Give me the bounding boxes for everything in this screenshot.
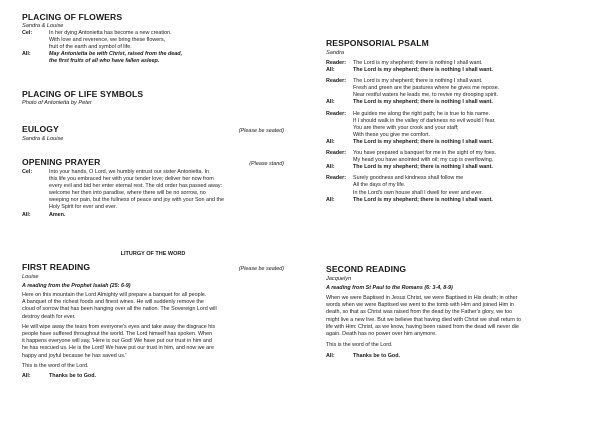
symbols-title: PLACING OF LIFE SYMBOLS [22, 89, 144, 99]
first-reading-para-2 [22, 324, 284, 360]
speaker-label: All: [22, 211, 31, 218]
text-line: A banquet of the richest foods and finest wines. He will suddenly remove the [22, 299, 204, 306]
psalm-stanza [326, 60, 588, 74]
speaker-label: Cel: [22, 30, 33, 36]
text-line: this life you embraced her with your tender love; deliver her now from [49, 176, 214, 183]
psalm-response: The Lord is my shepherd; there is nothing I shall want. [353, 67, 493, 74]
speaker-label: All: [22, 373, 31, 380]
psalm-by: Sandra [326, 50, 345, 56]
eulogy [22, 124, 284, 142]
text-line: Holy Spirit for ever and ever. [49, 204, 118, 211]
symbols-by: Photo of Antonietta by Peter [22, 100, 92, 106]
speaker-label: All: [326, 138, 335, 145]
text-line: Into your hands, O Lord, we humbly entrust our sister Antonietta. In [49, 169, 210, 175]
second-reading [326, 264, 588, 361]
prayer-title: OPENING PRAYER [22, 157, 101, 167]
flowers-by: Sandra & Louise [22, 23, 64, 29]
text-line: welcome her then into paradise, where there will be no sorrow, no [49, 190, 206, 197]
psalm-response: The Lord is my shepherd; there is nothing I shall want. [353, 164, 493, 171]
text-line: people have suffered throughout the world. The Lord himself has spoken. When [22, 331, 213, 338]
psalm-response: The Lord is my shepherd; there is nothing I shall want. [353, 196, 493, 203]
psalm-response: The Lord is my shepherd; there is nothing I shall want. [353, 138, 493, 145]
second-reading-by: Jacquelyn [326, 276, 352, 282]
flowers-cel [22, 30, 284, 51]
speaker-label: All: [326, 67, 335, 74]
psalm-response: The Lord is my shepherd; there is nothing I shall want. [353, 99, 493, 106]
text-line: When we were Baptised in Jesus Christ, we were Baptised in His death; in other [326, 295, 518, 301]
second-reading-closing: This is the word of the Lord. [326, 342, 393, 349]
psalm-stanza [326, 175, 588, 203]
speaker-label: Reader: [326, 175, 347, 182]
text-line: With love and reverence, we bring these flowers, [49, 37, 166, 44]
first-reading-para-1 [22, 292, 284, 321]
first-reading-closing: This is the word of the Lord. [22, 362, 89, 369]
text-line: Near restful waters he leads me, to revive my drooping spirit. [353, 92, 499, 99]
text-line: life with Him: Christ, as we know, having been raised from the dead will never die [326, 323, 519, 330]
text-line: The Lord is my shepherd; there is nothing I shall want. [353, 78, 483, 85]
second-reading-title: SECOND READING [326, 264, 407, 274]
speaker-label: Reader: [326, 110, 347, 117]
text-line: again. Death has no power over him anymore. [326, 331, 437, 338]
speaker-label: All: [326, 196, 335, 203]
text-line: words when we were Baptised we went to the tomb with Him and joined Him in [326, 302, 514, 309]
thanks-text: Thanks be to God. [49, 373, 97, 380]
first-reading-note: (Please be seated) [238, 266, 284, 272]
text-line: He will wipe away the tears from everyone's eyes and take away the disgrace his [22, 323, 216, 330]
text-line: destroy death for ever. [22, 313, 76, 320]
text-line: might live a new live. But we believe that having died with Christ we shall return to [326, 316, 522, 323]
text-line: In the Lord's own house shall I dwell for ever and ever. [353, 189, 483, 196]
responsorial-psalm [326, 38, 588, 204]
text-line: the first fruits of all who have fallen asleep. [49, 58, 160, 65]
text-line: May Antonietta be with Christ, raised from the dead, [49, 51, 183, 58]
text-line: In her dying Antonietta has become a new creation. [49, 30, 172, 36]
text-line: it happens everyone will say, 'Here is our God! We have put our trust in him and [22, 338, 212, 345]
eulogy-title: EULOGY [22, 124, 59, 134]
first-reading-all [22, 373, 284, 380]
text-line: fruit of the earth and symbol of life. [49, 44, 132, 51]
text-line: weeping nor pain, but the fullness of peace and joy with your Son and the [49, 197, 225, 204]
text-line: Surely goodness and kindness shall follow me [353, 175, 464, 182]
text-line: The Lord is my shepherd; there is nothing I shall want. [353, 60, 483, 66]
flowers-all [22, 51, 284, 65]
text-line: he has rescued us. He is the Lord! We have put our trust in him, and now we are [22, 345, 214, 352]
text-line: cloud of sorrow that has been hanging over all the nation. The Sovereign Lord will [22, 306, 217, 313]
text-line: happy and joyful because he has saved us.' [22, 352, 127, 359]
text-line: You are there with your crook and your staff; [353, 124, 459, 131]
speaker-label: All: [326, 164, 335, 171]
text-line: every evil and bid her enter eternal rest. The old order has passed away: [49, 183, 223, 190]
first-reading-title: FIRST READING [22, 262, 91, 272]
placing-of-life-symbols [22, 89, 284, 106]
text-line: death, so that as Christ was raised from the dead by the Father's glory, we too [326, 309, 513, 316]
opening-prayer [22, 157, 284, 219]
placing-of-flowers [22, 12, 284, 65]
text-line: All the days of my life. [353, 182, 406, 189]
text-line: My head you have anointed with oil; my cup is overflowing. [353, 157, 494, 164]
liturgy-heading-block [22, 251, 284, 257]
text-line: He guides me along the right path; he is true to his name. [353, 110, 490, 117]
psalm-stanza [326, 111, 588, 146]
psalm-stanza [326, 150, 588, 171]
eulogy-note: (Please be seated) [238, 128, 284, 134]
second-reading-all [326, 353, 588, 360]
first-reading-source: A reading from the Prophet Isaiah (25: 6-9) [22, 283, 131, 289]
speaker-label: All: [326, 353, 335, 360]
prayer-all [22, 212, 284, 219]
psalm-title: RESPONSORIAL PSALM [326, 38, 429, 48]
speaker-label: All: [22, 51, 31, 58]
second-reading-para [326, 295, 588, 338]
flowers-title: PLACING OF FLOWERS [22, 12, 123, 22]
liturgy-title: LITURGY OF THE WORD [120, 251, 186, 257]
speaker-label: Cel: [22, 169, 33, 175]
second-reading-source: A reading from St Paul to the Romans (6: 3-4, 8-9) [326, 285, 453, 291]
speaker-label: All: [326, 99, 335, 106]
text-line: You have prepared a banquet for me in the sight of my foes. [353, 150, 497, 157]
amen-text: Amen. [49, 211, 66, 218]
text-line: With these you give me comfort. [353, 131, 430, 138]
eulogy-by: Sandra & Louise [22, 136, 64, 142]
prayer-cel [22, 169, 284, 212]
speaker-label: Reader: [326, 60, 347, 66]
text-line: Here on this mountain the Lord Almighty will prepare a banquet for all people. [22, 292, 207, 298]
first-reading [22, 262, 284, 380]
prayer-note: (Please stand) [249, 161, 284, 167]
text-line: Fresh and green are the pastures where he gives me repose. [353, 85, 500, 92]
thanks-text: Thanks be to God. [353, 353, 401, 360]
psalm-stanza [326, 78, 588, 106]
first-reading-by: Louise [22, 274, 39, 280]
speaker-label: Reader: [326, 78, 347, 85]
speaker-label: Reader: [326, 150, 347, 157]
text-line: If I should walk in the valley of darkness no evil would I fear. [353, 117, 496, 124]
